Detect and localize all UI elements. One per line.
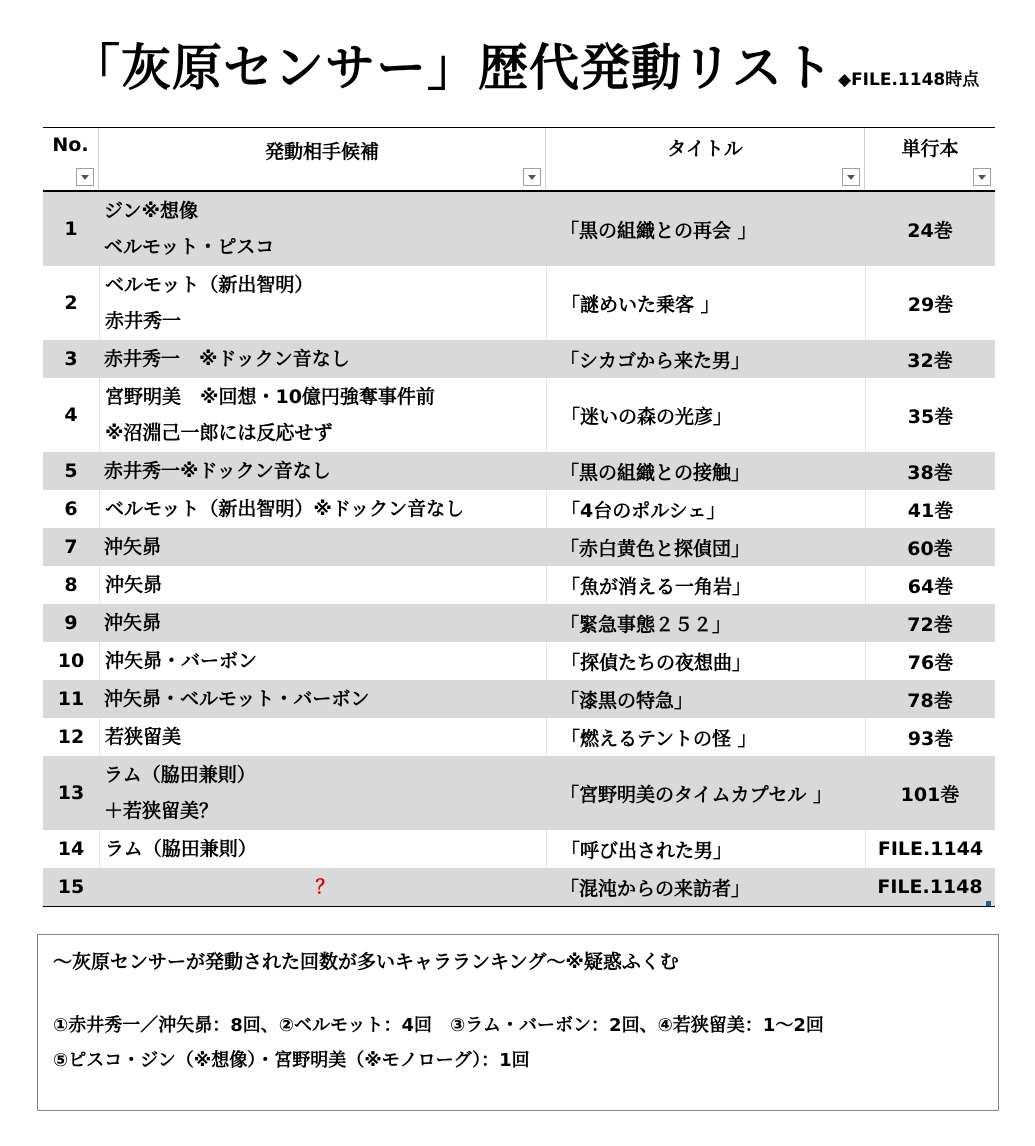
row-number: 14 bbox=[57, 838, 85, 860]
row-number: 12 bbox=[57, 726, 85, 748]
row-number: 10 bbox=[57, 650, 85, 672]
row-episode-title: 「魚が消える一角岩」 bbox=[546, 566, 865, 604]
row-volume: 72巻 bbox=[907, 613, 953, 636]
table-row bbox=[43, 756, 995, 830]
row-episode-title: 「黒の組織との接触」 bbox=[560, 461, 751, 484]
header-volume-label: 単行本 bbox=[901, 138, 959, 160]
candidate-line: 沖矢昴・バーボン bbox=[105, 650, 258, 672]
candidate-line: 沖矢昴・ベルモット・バーボン bbox=[104, 688, 370, 710]
row-episode-title: 「謎めいた乗客 」 bbox=[546, 266, 865, 340]
row-candidate bbox=[99, 266, 546, 340]
candidate-line: 沖矢昴 bbox=[104, 612, 162, 634]
row-episode-title: 「迷いの森の光彦」 bbox=[546, 378, 865, 452]
candidate-line: ベルモット（新出智明） bbox=[105, 274, 314, 296]
row-candidate bbox=[99, 490, 546, 528]
row-number: 2 bbox=[64, 292, 78, 314]
header-volume bbox=[865, 128, 995, 190]
table-body bbox=[43, 192, 995, 906]
row-episode-title: 「緊急事態２５２」 bbox=[560, 613, 732, 636]
row-candidate bbox=[99, 452, 546, 490]
row-candidate bbox=[99, 642, 546, 680]
row-candidate bbox=[99, 718, 546, 756]
row-candidate bbox=[99, 868, 546, 906]
row-episode-title: 「黒の組織との再会 」 bbox=[560, 219, 757, 242]
row-candidate bbox=[99, 604, 546, 642]
row-episode-title: 「漆黒の特急」 bbox=[560, 689, 694, 712]
table-row bbox=[43, 490, 995, 528]
row-volume: 101巻 bbox=[900, 783, 960, 806]
candidate-line: 沖矢昴 bbox=[105, 574, 163, 596]
row-number: 8 bbox=[64, 574, 78, 596]
row-number: 13 bbox=[57, 782, 85, 804]
header-no-label: No. bbox=[52, 134, 89, 156]
row-episode-title: 「燃えるテントの怪 」 bbox=[546, 718, 865, 756]
row-number: 5 bbox=[64, 460, 78, 482]
table-row bbox=[43, 340, 995, 378]
candidate-line: 赤井秀一※ドックン音なし bbox=[104, 460, 331, 482]
filter-dropdown-icon[interactable] bbox=[842, 168, 860, 186]
title-main: 「灰原センサー」歴代発動リスト bbox=[70, 39, 834, 97]
table-row bbox=[43, 642, 995, 680]
candidate-line: 宮野明美 ※回想・10億円強奪事件前 bbox=[105, 386, 435, 408]
row-episode-title: 「呼び出された男」 bbox=[546, 830, 865, 868]
row-volume: 93巻 bbox=[865, 718, 995, 756]
row-volume: 32巻 bbox=[907, 349, 953, 372]
header-candidate-label: 発動相手候補 bbox=[264, 141, 379, 163]
ranking-line-1: ①赤井秀一／沖矢昴：8回、②ベルモット：4回 ③ラム・バーボン：2回、④若狭留美：1～2回 bbox=[53, 1015, 824, 1036]
row-volume: 60巻 bbox=[907, 537, 953, 560]
row-episode-title: 「混沌からの来訪者」 bbox=[560, 877, 751, 900]
candidate-line: ＋若狭留美？ bbox=[104, 800, 219, 822]
row-episode-title: 「探偵たちの夜想曲」 bbox=[546, 642, 865, 680]
ranking-title: ～灰原センサーが発動された回数が多いキャラランキング～※疑惑ふくむ bbox=[53, 951, 679, 973]
row-volume: 64巻 bbox=[865, 566, 995, 604]
table-row bbox=[43, 266, 995, 340]
candidate-line: 赤井秀一 ※ドックン音なし bbox=[104, 348, 350, 370]
candidate-line: 沖矢昴 bbox=[104, 536, 162, 558]
header-title-label: タイトル bbox=[667, 138, 743, 160]
title-sub: ◆FILE.1148時点 bbox=[838, 70, 980, 90]
row-number: 9 bbox=[64, 612, 78, 634]
row-volume: 78巻 bbox=[907, 689, 953, 712]
row-candidate bbox=[99, 340, 546, 378]
candidate-line: ※沼淵己一郎には反応せず bbox=[105, 422, 333, 444]
row-volume: FILE.1144 bbox=[865, 830, 995, 868]
row-candidate bbox=[99, 756, 546, 830]
table-row bbox=[43, 830, 995, 868]
row-volume: 29巻 bbox=[865, 266, 995, 340]
ranking-line-2: ⑤ピスコ・ジン（※想像）・宮野明美（※モノローグ）：1回 bbox=[53, 1050, 530, 1071]
filter-dropdown-icon[interactable] bbox=[76, 168, 94, 186]
filter-dropdown-icon[interactable] bbox=[973, 168, 991, 186]
table-row bbox=[43, 192, 995, 266]
candidate-line: ラム（脇田兼則） bbox=[105, 838, 257, 860]
row-number: 1 bbox=[64, 218, 78, 240]
row-number: 7 bbox=[64, 536, 78, 558]
table-row bbox=[43, 718, 995, 756]
table-header bbox=[43, 128, 995, 192]
unknown-mark: ？ bbox=[315, 876, 335, 898]
table-row bbox=[43, 566, 995, 604]
sensor-table bbox=[43, 127, 995, 907]
table-row bbox=[43, 680, 995, 718]
candidate-line: ジン※想像 bbox=[104, 200, 198, 222]
row-candidate bbox=[99, 528, 546, 566]
page-title bbox=[70, 28, 979, 100]
row-episode-title: 「赤白黄色と探偵団」 bbox=[560, 537, 751, 560]
row-episode-title: 「シカゴから来た男」 bbox=[560, 349, 751, 372]
table-row bbox=[43, 452, 995, 490]
row-number: 15 bbox=[57, 876, 85, 898]
candidate-line: ラム（脇田兼則） bbox=[104, 764, 256, 786]
table-row bbox=[43, 528, 995, 566]
row-volume: FILE.1148 bbox=[877, 876, 983, 898]
row-number: 11 bbox=[57, 688, 85, 710]
candidate-line: 赤井秀一 bbox=[105, 310, 182, 332]
header-candidate bbox=[99, 128, 546, 190]
ranking-box bbox=[37, 934, 999, 1111]
row-episode-title: 「4台のポルシェ」 bbox=[546, 490, 865, 528]
header-no bbox=[43, 128, 99, 190]
row-candidate bbox=[99, 378, 546, 452]
row-number: 6 bbox=[64, 498, 78, 520]
row-volume: 41巻 bbox=[865, 490, 995, 528]
row-episode-title: 「宮野明美のタイムカプセル 」 bbox=[560, 783, 833, 806]
row-number: 4 bbox=[64, 404, 78, 426]
row-candidate bbox=[99, 566, 546, 604]
row-candidate bbox=[99, 830, 546, 868]
candidate-line: 若狭留美 bbox=[105, 726, 182, 748]
row-candidate bbox=[99, 192, 546, 266]
row-volume: 35巻 bbox=[865, 378, 995, 452]
row-candidate bbox=[99, 680, 546, 718]
row-number: 3 bbox=[64, 348, 78, 370]
filter-dropdown-icon[interactable] bbox=[523, 168, 541, 186]
header-title bbox=[546, 128, 865, 190]
table-row bbox=[43, 868, 995, 906]
table-row bbox=[43, 604, 995, 642]
row-volume: 24巻 bbox=[907, 219, 953, 242]
row-volume: 38巻 bbox=[907, 461, 953, 484]
candidate-line: ベルモット（新出智明）※ドックン音なし bbox=[105, 498, 465, 520]
candidate-line: ベルモット・ピスコ bbox=[104, 236, 275, 258]
table-row bbox=[43, 378, 995, 452]
row-volume: 76巻 bbox=[865, 642, 995, 680]
table-resize-handle[interactable] bbox=[986, 901, 991, 906]
